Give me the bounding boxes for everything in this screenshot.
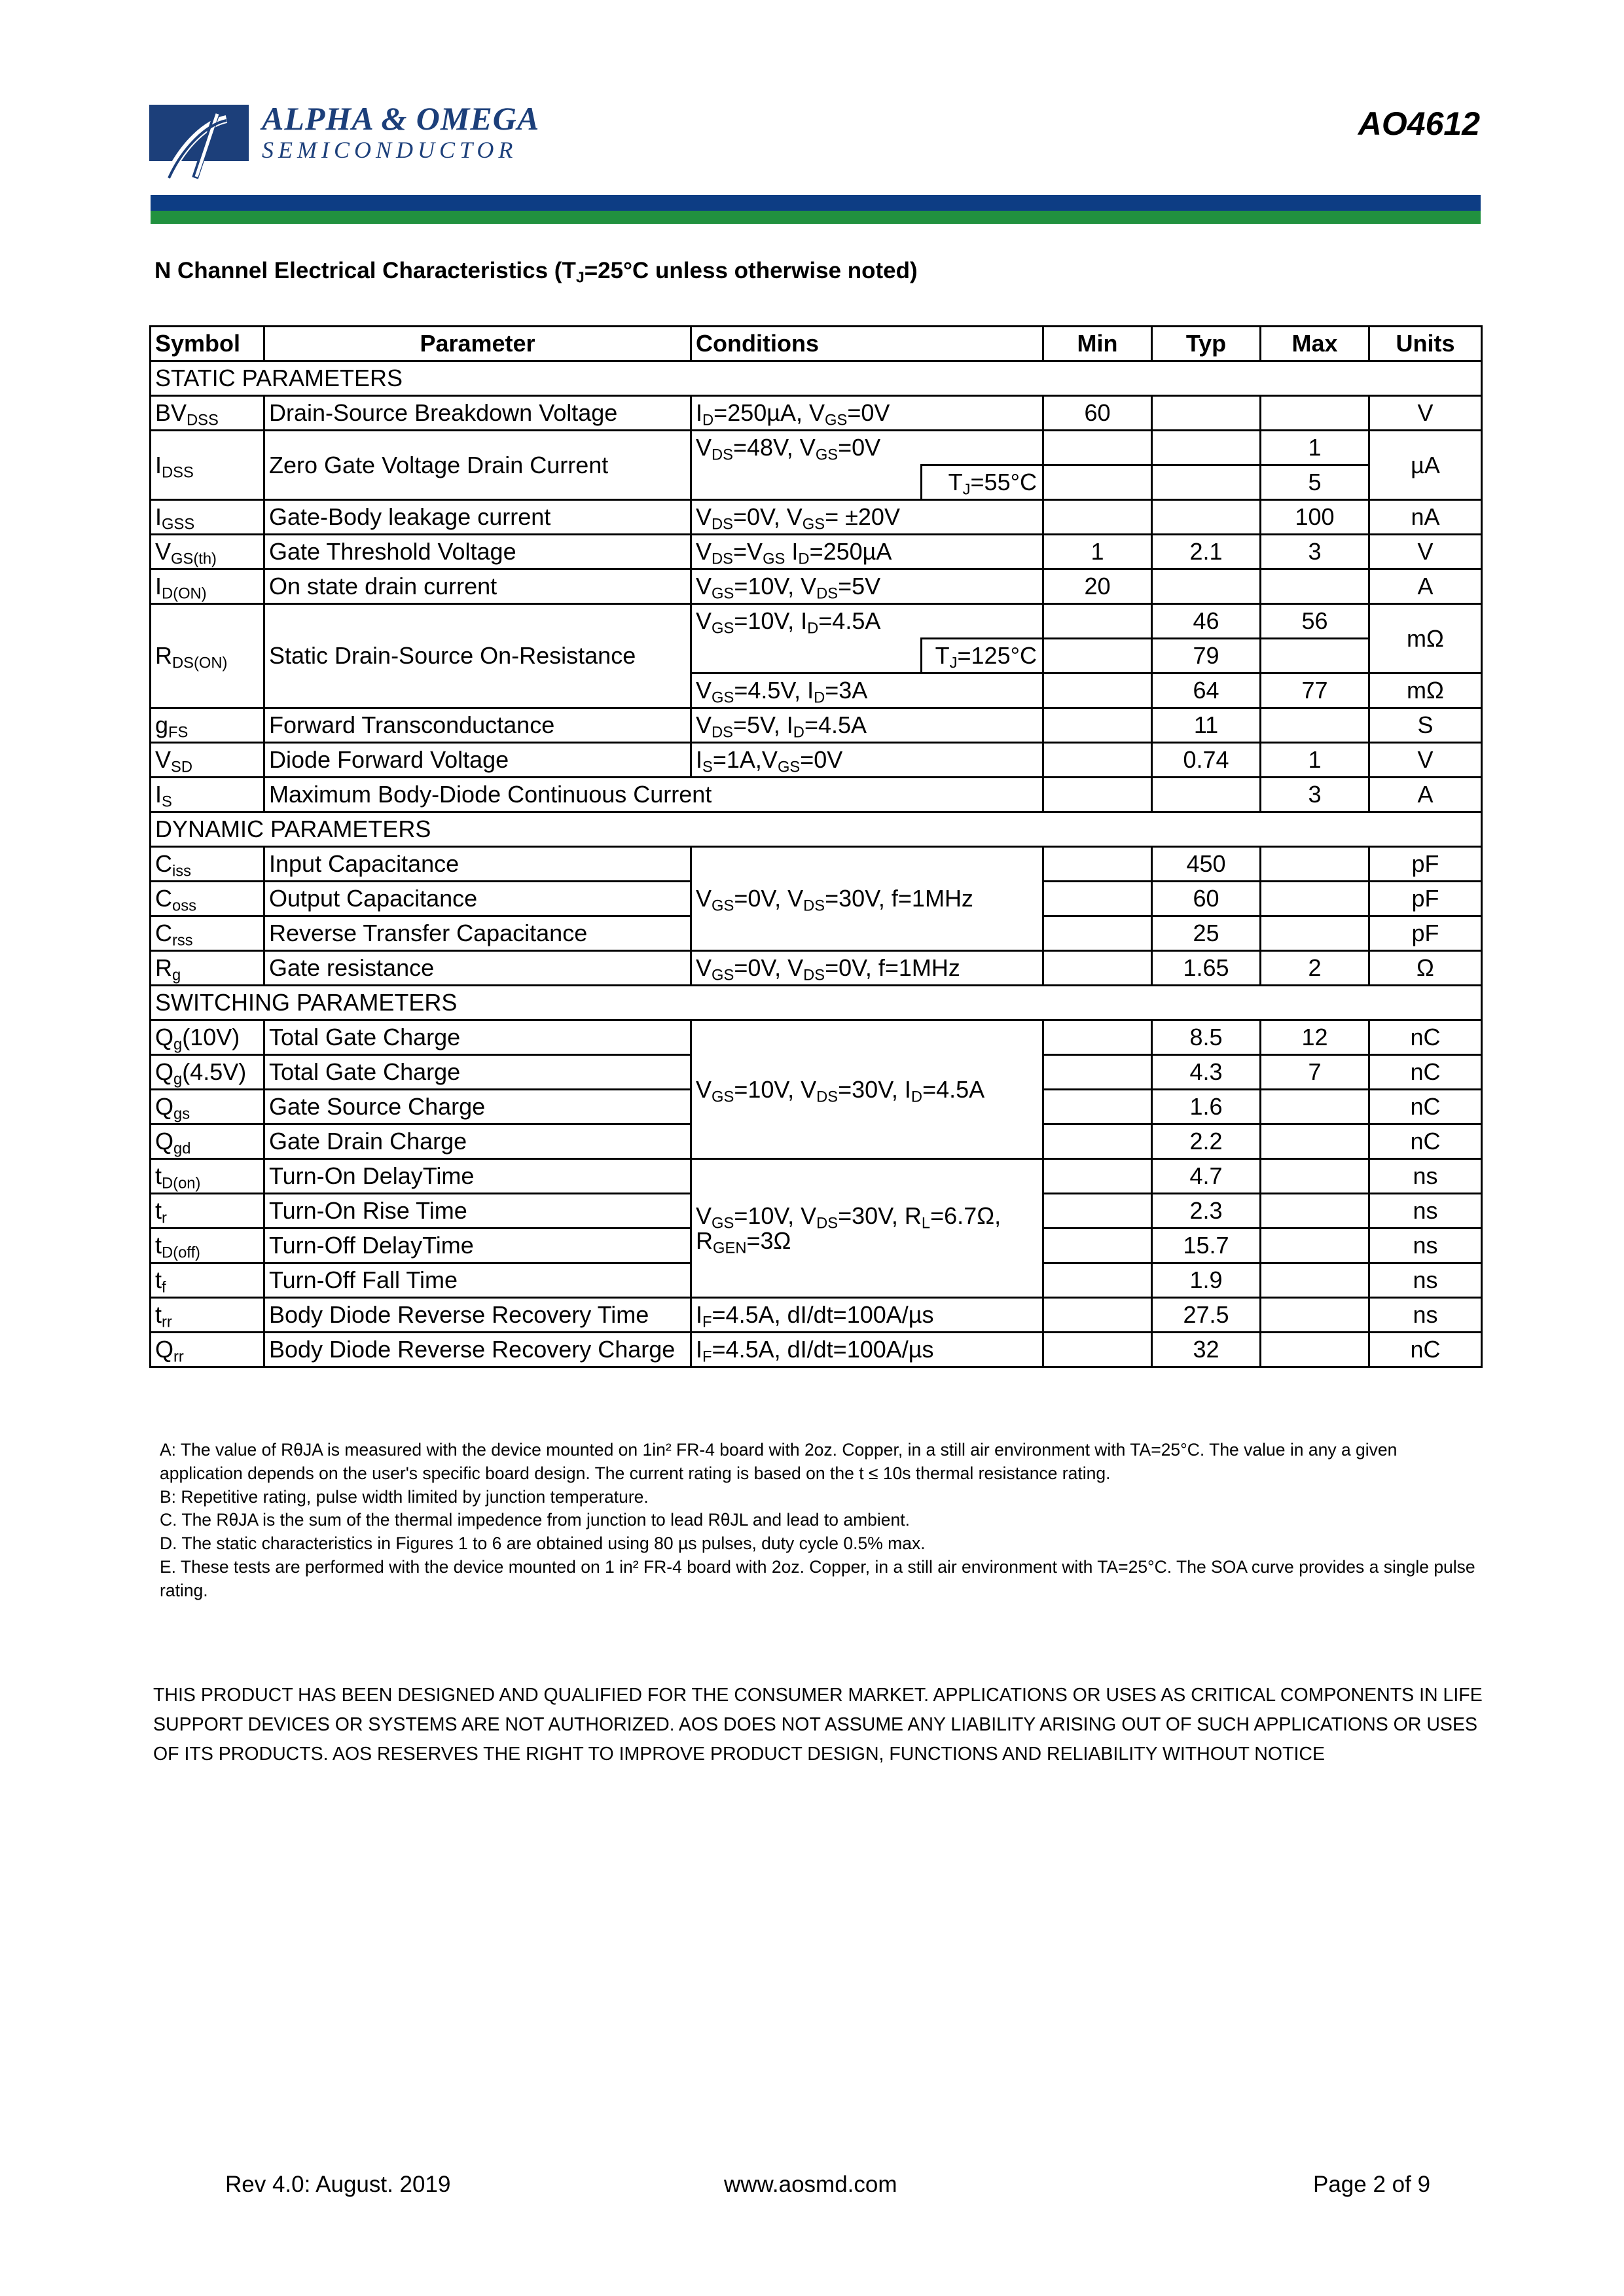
footer-revision: Rev 4.0: August. 2019 bbox=[225, 2172, 451, 2197]
param-tdon: Turn-On DelayTime bbox=[264, 1159, 691, 1194]
cond-gate-charge: $V_{GS}=10V$, $V_{DS}=30V$, $I_D=4.5A$ bbox=[691, 1020, 1043, 1159]
typ-tdoff: 15.7 bbox=[1152, 1229, 1261, 1263]
table-row bbox=[151, 743, 1482, 778]
typ-trr: 27.5 bbox=[1152, 1298, 1261, 1333]
typ-rdson-2: 79 bbox=[1152, 639, 1261, 673]
cond-vgsth: $V_{DS}=V_{GS}$ $I_D=250\mu A$ bbox=[691, 535, 1043, 569]
symbol-qg45: $Q_g(4.5V)$ bbox=[151, 1055, 264, 1090]
max-igss: 100 bbox=[1261, 500, 1369, 535]
typ-qgd: 2.2 bbox=[1152, 1124, 1261, 1159]
typ-tf: 1.9 bbox=[1152, 1263, 1261, 1298]
max-bvdss bbox=[1261, 396, 1369, 431]
max-vgsth: 3 bbox=[1261, 535, 1369, 569]
max-rdson-3: 77 bbox=[1261, 673, 1369, 708]
max-qg45: 7 bbox=[1261, 1055, 1369, 1090]
max-rdson-1: 56 bbox=[1261, 604, 1369, 639]
param-rdson: Static Drain-Source On-Resistance bbox=[264, 604, 691, 708]
cond-idss-blank bbox=[691, 465, 922, 500]
alpha-omega-logo-icon bbox=[149, 105, 249, 181]
symbol-vgsth: $V_{GS(th)}$ bbox=[151, 535, 264, 569]
symbol-gfs: $g_{FS}$ bbox=[151, 708, 264, 743]
units-gfs: S bbox=[1369, 708, 1482, 743]
note-e: E. These tests are performed with the device mounted on 1 in² FR-4 board with 2oz. Copper, in a still air environment with TA=25°C. The SOA curve provides a single pulse rating. bbox=[160, 1556, 1475, 1600]
typ-qrr: 32 bbox=[1152, 1333, 1261, 1367]
table-header-row bbox=[151, 327, 1482, 361]
note-a: A: The value of RθJA is measured with the device mounted on 1in² FR-4 board with 2oz. Copper, in a still air environment with TA=25°C. The value in any a given application depends on the user's specific board design. The current rating is based on the t ≤ 10s thermal resistance rating. bbox=[160, 1440, 1398, 1483]
min-qgd bbox=[1043, 1124, 1152, 1159]
table-row bbox=[151, 1333, 1482, 1367]
header-units: Units bbox=[1369, 327, 1482, 361]
table-row bbox=[151, 604, 1482, 639]
typ-qgs: 1.6 bbox=[1152, 1090, 1261, 1124]
cond-rdson-1: $V_{GS}=10V$, $I_D=4.5A$ bbox=[691, 604, 1043, 639]
min-bvdss: 60 bbox=[1043, 396, 1152, 431]
table-row bbox=[151, 708, 1482, 743]
symbol-rg: $R_g$ bbox=[151, 951, 264, 986]
param-gfs: Forward Transconductance bbox=[264, 708, 691, 743]
table-row bbox=[151, 1020, 1482, 1055]
typ-igss bbox=[1152, 500, 1261, 535]
footnotes bbox=[160, 1439, 1479, 1603]
max-qrr bbox=[1261, 1333, 1369, 1367]
max-is: 3 bbox=[1261, 778, 1369, 812]
typ-qg10: 8.5 bbox=[1152, 1020, 1261, 1055]
min-idss-2 bbox=[1043, 465, 1152, 500]
header-conditions: Conditions bbox=[691, 327, 1043, 361]
typ-bvdss bbox=[1152, 396, 1261, 431]
symbol-ciss: $C_{iss}$ bbox=[151, 847, 264, 882]
param-ciss: Input Capacitance bbox=[264, 847, 691, 882]
section-switching: SWITCHING PARAMETERS bbox=[151, 986, 1482, 1020]
min-coss bbox=[1043, 882, 1152, 916]
param-vgsth: Gate Threshold Voltage bbox=[264, 535, 691, 569]
max-rdson-2 bbox=[1261, 639, 1369, 673]
min-trr bbox=[1043, 1298, 1152, 1333]
param-igss: Gate-Body leakage current bbox=[264, 500, 691, 535]
typ-crss: 25 bbox=[1152, 916, 1261, 951]
units-vsd: V bbox=[1369, 743, 1482, 778]
symbol-idss: $I_{DSS}$ bbox=[151, 431, 264, 500]
param-trr: Body Diode Reverse Recovery Time bbox=[264, 1298, 691, 1333]
units-idon: A bbox=[1369, 569, 1482, 604]
header-parameter: Parameter bbox=[264, 327, 691, 361]
cond-rg: $V_{GS}=0V$, $V_{DS}=0V$, f=1MHz bbox=[691, 951, 1043, 986]
symbol-trr: $t_{rr}$ bbox=[151, 1298, 264, 1333]
units-coss: pF bbox=[1369, 882, 1482, 916]
typ-idss-1 bbox=[1152, 431, 1261, 465]
company-name: ALPHA & OMEGA bbox=[262, 100, 540, 137]
param-tdoff: Turn-Off DelayTime bbox=[264, 1229, 691, 1263]
table-row bbox=[151, 396, 1482, 431]
table-row bbox=[151, 500, 1482, 535]
min-qg45 bbox=[1043, 1055, 1152, 1090]
cond-bvdss: $I_D=250\mu A$, $V_{GS}=0V$ bbox=[691, 396, 1043, 431]
min-rdson-1 bbox=[1043, 604, 1152, 639]
note-b: B: Repetitive rating, pulse width limited by junction temperature. bbox=[160, 1486, 649, 1507]
param-idss: Zero Gate Voltage Drain Current bbox=[264, 431, 691, 500]
header-symbol: Symbol bbox=[151, 327, 264, 361]
param-bvdss: Drain-Source Breakdown Voltage bbox=[264, 396, 691, 431]
max-ciss bbox=[1261, 847, 1369, 882]
max-coss bbox=[1261, 882, 1369, 916]
symbol-tdoff: $t_{D(off)}$ bbox=[151, 1229, 264, 1263]
table-row bbox=[151, 847, 1482, 882]
min-vgsth: 1 bbox=[1043, 535, 1152, 569]
units-igss: nA bbox=[1369, 500, 1482, 535]
section-title: N Channel Electrical Characteristics ($T_J=25^\circ C$ unless otherwise noted) bbox=[154, 258, 918, 286]
min-tr bbox=[1043, 1194, 1152, 1229]
header-typ: Typ bbox=[1152, 327, 1261, 361]
cond-gfs: $V_{DS}=5V$, $I_D=4.5A$ bbox=[691, 708, 1043, 743]
param-coss: Output Capacitance bbox=[264, 882, 691, 916]
symbol-qgd: $Q_{gd}$ bbox=[151, 1124, 264, 1159]
units-crss: pF bbox=[1369, 916, 1482, 951]
max-tdon bbox=[1261, 1159, 1369, 1194]
max-idon bbox=[1261, 569, 1369, 604]
company-logo bbox=[149, 99, 555, 185]
param-vsd: Diode Forward Voltage bbox=[264, 743, 691, 778]
max-rg: 2 bbox=[1261, 951, 1369, 986]
table-row bbox=[151, 778, 1482, 812]
typ-vgsth: 2.1 bbox=[1152, 535, 1261, 569]
symbol-vsd: $V_{SD}$ bbox=[151, 743, 264, 778]
cond-igss: $V_{DS}=0V$, $V_{GS}= \pm 20V$ bbox=[691, 500, 1043, 535]
cond-qrr: $I_F=4.5A$, dI/dt=100A/µs bbox=[691, 1333, 1043, 1367]
units-bvdss: V bbox=[1369, 396, 1482, 431]
table-row bbox=[151, 1298, 1482, 1333]
table-row bbox=[151, 1159, 1482, 1194]
note-c: C. The RθJA is the sum of the thermal impedence from junction to lead RθJL and lead to ambient. bbox=[160, 1510, 911, 1530]
min-igss bbox=[1043, 500, 1152, 535]
max-tr bbox=[1261, 1194, 1369, 1229]
symbol-crss: $C_{rss}$ bbox=[151, 916, 264, 951]
table-row bbox=[151, 535, 1482, 569]
cond-idon: $V_{GS}=10V$, $V_{DS}=5V$ bbox=[691, 569, 1043, 604]
param-qg45: Total Gate Charge bbox=[264, 1055, 691, 1090]
param-rg: Gate resistance bbox=[264, 951, 691, 986]
symbol-tdon: $t_{D(on)}$ bbox=[151, 1159, 264, 1194]
note-d: D. The static characteristics in Figures 1 to 6 are obtained using 80 µs pulses, duty cycle 0.5% max. bbox=[160, 1534, 926, 1554]
param-tf: Turn-Off Fall Time bbox=[264, 1263, 691, 1298]
table-row bbox=[151, 951, 1482, 986]
min-qg10 bbox=[1043, 1020, 1152, 1055]
symbol-bvdss: $BV_{DSS}$ bbox=[151, 396, 264, 431]
units-tr: ns bbox=[1369, 1194, 1482, 1229]
section-row-static bbox=[151, 361, 1482, 396]
symbol-igss: $I_{GSS}$ bbox=[151, 500, 264, 535]
min-rdson-2 bbox=[1043, 639, 1152, 673]
typ-rdson-1: 46 bbox=[1152, 604, 1261, 639]
min-is bbox=[1043, 778, 1152, 812]
min-tdoff bbox=[1043, 1229, 1152, 1263]
units-qgs: nC bbox=[1369, 1090, 1482, 1124]
header-band-green bbox=[151, 211, 1481, 224]
units-tf: ns bbox=[1369, 1263, 1482, 1298]
cond-rdson-blank bbox=[691, 639, 922, 673]
section-static: STATIC PARAMETERS bbox=[151, 361, 1482, 396]
typ-tr: 2.3 bbox=[1152, 1194, 1261, 1229]
typ-idss-2 bbox=[1152, 465, 1261, 500]
section-row-switching bbox=[151, 986, 1482, 1020]
cond-rdson-3: $V_{GS}=4.5V$, $I_D=3A$ bbox=[691, 673, 1043, 708]
units-ciss: pF bbox=[1369, 847, 1482, 882]
min-rdson-3 bbox=[1043, 673, 1152, 708]
min-qrr bbox=[1043, 1333, 1152, 1367]
units-rdson-3: mΩ bbox=[1369, 673, 1482, 708]
cond-rdson-tj: $T_J=125^\circ C$ bbox=[922, 639, 1043, 673]
max-trr bbox=[1261, 1298, 1369, 1333]
typ-gfs: 11 bbox=[1152, 708, 1261, 743]
param-idon: On state drain current bbox=[264, 569, 691, 604]
min-tf bbox=[1043, 1263, 1152, 1298]
symbol-tr: $t_r$ bbox=[151, 1194, 264, 1229]
symbol-qgs: $Q_{gs}$ bbox=[151, 1090, 264, 1124]
header-band-blue bbox=[151, 195, 1481, 211]
units-qrr: nC bbox=[1369, 1333, 1482, 1367]
typ-is bbox=[1152, 778, 1261, 812]
cond-trr: $I_F=4.5A$, dI/dt=100A/µs bbox=[691, 1298, 1043, 1333]
symbol-rdson: $R_{DS(ON)}$ bbox=[151, 604, 264, 708]
min-qgs bbox=[1043, 1090, 1152, 1124]
max-gfs bbox=[1261, 708, 1369, 743]
cond-capacitance: $V_{GS}=0V$, $V_{DS}=30V$, f=1MHz bbox=[691, 847, 1043, 951]
typ-qg45: 4.3 bbox=[1152, 1055, 1261, 1090]
disclaimer: THIS PRODUCT HAS BEEN DESIGNED AND QUALIFIED FOR THE CONSUMER MARKET. APPLICATIONS OR USES AS CRITICAL COMPONENTS IN LIFE SUPPORT DEVICES OR SYSTEMS ARE NOT AUTHORIZED. AOS DOES NOT ASSUME ANY LIABILITY ARISING OUT OF SUCH APPLICATIONS OR USES OF ITS PRODUCTS. AOS RESERVES THE RIGHT TO IMPROVE PRODUCT DESIGN, FUNCTIONS AND RELIABILITY WITHOUT NOTICE bbox=[153, 1685, 1483, 1765]
symbol-qg10: $Q_g(10V)$ bbox=[151, 1020, 264, 1055]
symbol-tf: $t_f$ bbox=[151, 1263, 264, 1298]
units-rg: Ω bbox=[1369, 951, 1482, 986]
symbol-coss: $C_{oss}$ bbox=[151, 882, 264, 916]
max-idss-2: 5 bbox=[1261, 465, 1369, 500]
company-subtitle: SEMICONDUCTOR bbox=[262, 137, 518, 163]
max-qgd bbox=[1261, 1124, 1369, 1159]
max-crss bbox=[1261, 916, 1369, 951]
cond-switching: $V_{GS}=10V$, $V_{DS}=30V$, $R_L=6.7\Omega$, $R_{GEN}=3\Omega$ bbox=[691, 1159, 1043, 1298]
typ-vsd: 0.74 bbox=[1152, 743, 1261, 778]
typ-rg: 1.65 bbox=[1152, 951, 1261, 986]
min-idon: 20 bbox=[1043, 569, 1152, 604]
units-qg10: nC bbox=[1369, 1020, 1482, 1055]
min-tdon bbox=[1043, 1159, 1152, 1194]
max-idss-1: 1 bbox=[1261, 431, 1369, 465]
cond-vsd: $I_S=1A,V_{GS}=0V$ bbox=[691, 743, 1043, 778]
typ-idon bbox=[1152, 569, 1261, 604]
max-qg10: 12 bbox=[1261, 1020, 1369, 1055]
typ-coss: 60 bbox=[1152, 882, 1261, 916]
symbol-idon: $I_{D(ON)}$ bbox=[151, 569, 264, 604]
param-tr: Turn-On Rise Time bbox=[264, 1194, 691, 1229]
max-tdoff bbox=[1261, 1229, 1369, 1263]
footer-page-number: Page 2 of 9 bbox=[1313, 2172, 1431, 2197]
table-row bbox=[151, 569, 1482, 604]
min-ciss bbox=[1043, 847, 1152, 882]
max-tf bbox=[1261, 1263, 1369, 1298]
units-qgd: nC bbox=[1369, 1124, 1482, 1159]
units-qg45: nC bbox=[1369, 1055, 1482, 1090]
cond-idss: $V_{DS}=48V$, $V_{GS}=0V$ bbox=[691, 431, 1043, 465]
typ-tdon: 4.7 bbox=[1152, 1159, 1261, 1194]
symbol-qrr: $Q_{rr}$ bbox=[151, 1333, 264, 1367]
units-is: A bbox=[1369, 778, 1482, 812]
param-qgd: Gate Drain Charge bbox=[264, 1124, 691, 1159]
electrical-characteristics-table bbox=[149, 325, 1483, 1368]
units-tdoff: ns bbox=[1369, 1229, 1482, 1263]
param-qg10: Total Gate Charge bbox=[264, 1020, 691, 1055]
symbol-is: $I_S$ bbox=[151, 778, 264, 812]
min-idss-1 bbox=[1043, 431, 1152, 465]
header-max: Max bbox=[1261, 327, 1369, 361]
section-dynamic: DYNAMIC PARAMETERS bbox=[151, 812, 1482, 847]
max-qgs bbox=[1261, 1090, 1369, 1124]
units-rdson-1: mΩ bbox=[1369, 604, 1482, 673]
min-crss bbox=[1043, 916, 1152, 951]
section-row-dynamic bbox=[151, 812, 1482, 847]
units-vgsth: V bbox=[1369, 535, 1482, 569]
min-rg bbox=[1043, 951, 1152, 986]
typ-rdson-3: 64 bbox=[1152, 673, 1261, 708]
min-vsd bbox=[1043, 743, 1152, 778]
units-tdon: ns bbox=[1369, 1159, 1482, 1194]
units-trr: ns bbox=[1369, 1298, 1482, 1333]
cond-idss-tj: $T_J=55^\circ C$ bbox=[922, 465, 1043, 500]
table-row bbox=[151, 431, 1482, 465]
header-min: Min bbox=[1043, 327, 1152, 361]
param-is: Maximum Body-Diode Continuous Current bbox=[264, 778, 1043, 812]
param-qrr: Body Diode Reverse Recovery Charge bbox=[264, 1333, 691, 1367]
param-crss: Reverse Transfer Capacitance bbox=[264, 916, 691, 951]
typ-ciss: 450 bbox=[1152, 847, 1261, 882]
max-vsd: 1 bbox=[1261, 743, 1369, 778]
param-qgs: Gate Source Charge bbox=[264, 1090, 691, 1124]
units-idss: µA bbox=[1369, 431, 1482, 500]
min-gfs bbox=[1043, 708, 1152, 743]
footer-website[interactable]: www.aosmd.com bbox=[724, 2172, 897, 2197]
part-number: AO4612 bbox=[1358, 105, 1480, 142]
